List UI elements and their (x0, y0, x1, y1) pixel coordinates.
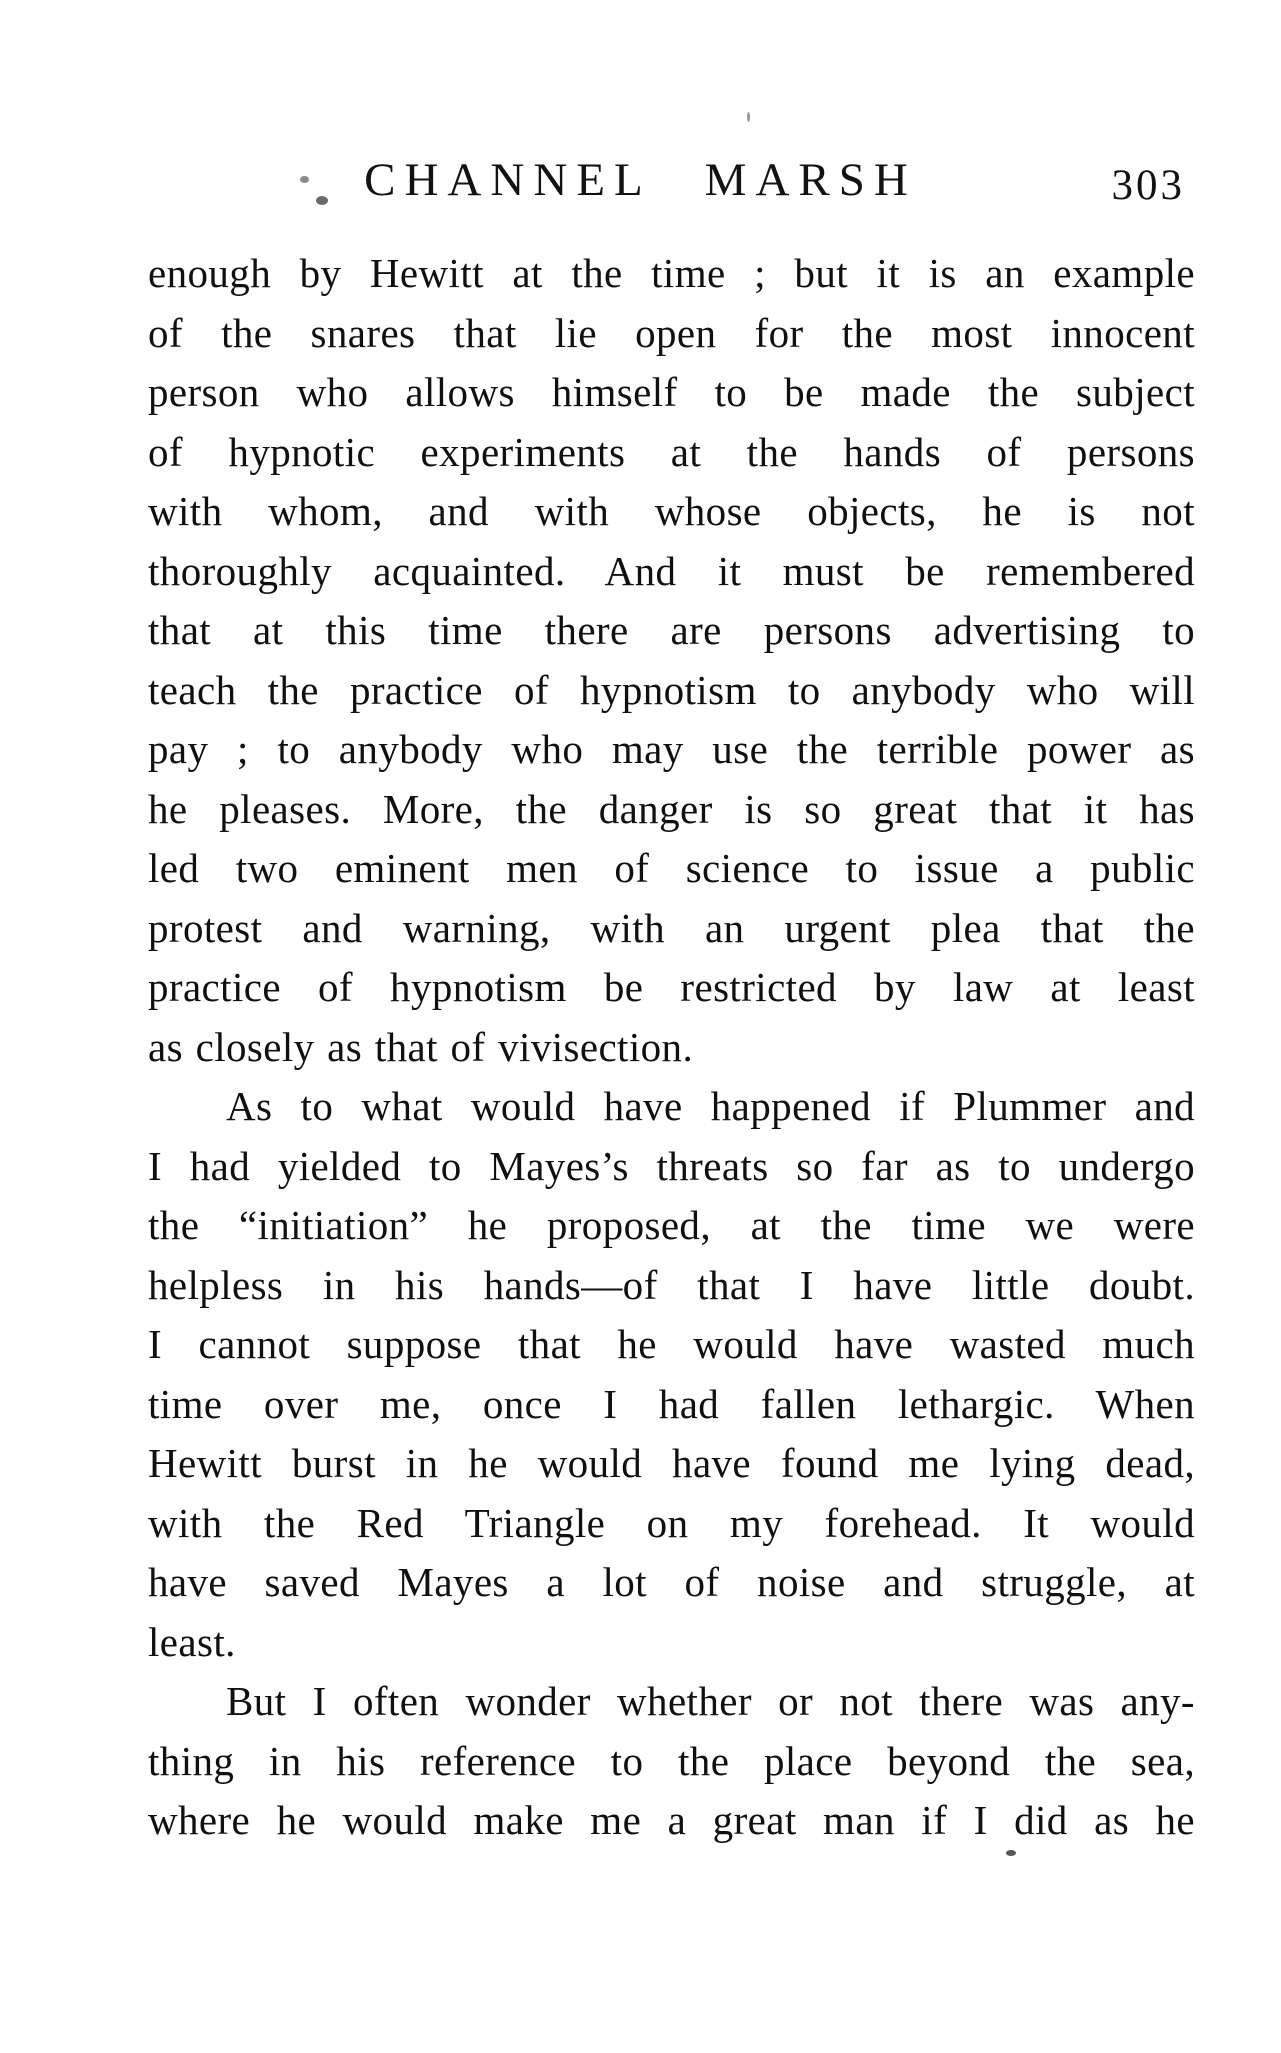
text-line: thing in his reference to the place beyond the sea, (148, 1737, 1195, 1784)
scan-artifact (1006, 1850, 1016, 1856)
text-line: helpless in his hands—of that I have little doubt. (148, 1261, 1195, 1308)
text-line: of the snares that lie open for the most innocent (148, 309, 1195, 356)
chapter-title: CHANNEL MARSH (364, 154, 917, 206)
text-line: practice of hypnotism be restricted by law at least (148, 964, 1195, 1010)
text-line: he pleases. More, the danger is so great that it has (148, 785, 1195, 832)
text-line: as closely as that of vivisection. (148, 1023, 694, 1070)
text-line: that at this time there are persons advertising to (148, 607, 1195, 653)
text-line: least. (148, 1618, 236, 1665)
running-head (0, 148, 1281, 212)
text-line: person who allows himself to be made the subject (148, 369, 1195, 415)
text-line: with the Red Triangle on my forehead. It would (148, 1499, 1195, 1546)
text-line: with whom, and with whose objects, he is not (148, 488, 1195, 534)
text-line: the “initiation” he proposed, at the time we were (148, 1202, 1195, 1248)
text-line: where he would make me a great man if I did as he (148, 1797, 1195, 1843)
text-line: Hewitt burst in he would have found me lying dead, (148, 1440, 1195, 1486)
text-line: I had yielded to Mayes’s threats so far as to undergo (148, 1142, 1195, 1189)
page-number: 303 (1111, 162, 1185, 209)
text-line: enough by Hewitt at the time ; but it is an example (148, 250, 1195, 296)
text-line: protest and warning, with an urgent plea that the (148, 904, 1195, 951)
text-line: As to what would have happened if Plummer and (226, 1083, 1195, 1129)
text-line: I cannot suppose that he would have wasted much (148, 1321, 1195, 1367)
text-line: time over me, once I had fallen lethargic. When (148, 1380, 1195, 1427)
text-line: have saved Mayes a lot of noise and struggle, at (148, 1559, 1195, 1605)
scan-artifact (747, 112, 750, 122)
text-block (148, 244, 1195, 1851)
text-line: pay ; to anybody who may use the terrible power as (148, 726, 1195, 772)
text-line: thoroughly acquainted. And it must be remembered (148, 547, 1195, 594)
text-line: teach the practice of hypnotism to anybody who will (148, 666, 1195, 713)
text-line: But I often wonder whether or not there was any- (226, 1678, 1195, 1724)
text-line: led two eminent men of science to issue a public (148, 845, 1195, 891)
text-line: of hypnotic experiments at the hands of persons (148, 428, 1195, 475)
